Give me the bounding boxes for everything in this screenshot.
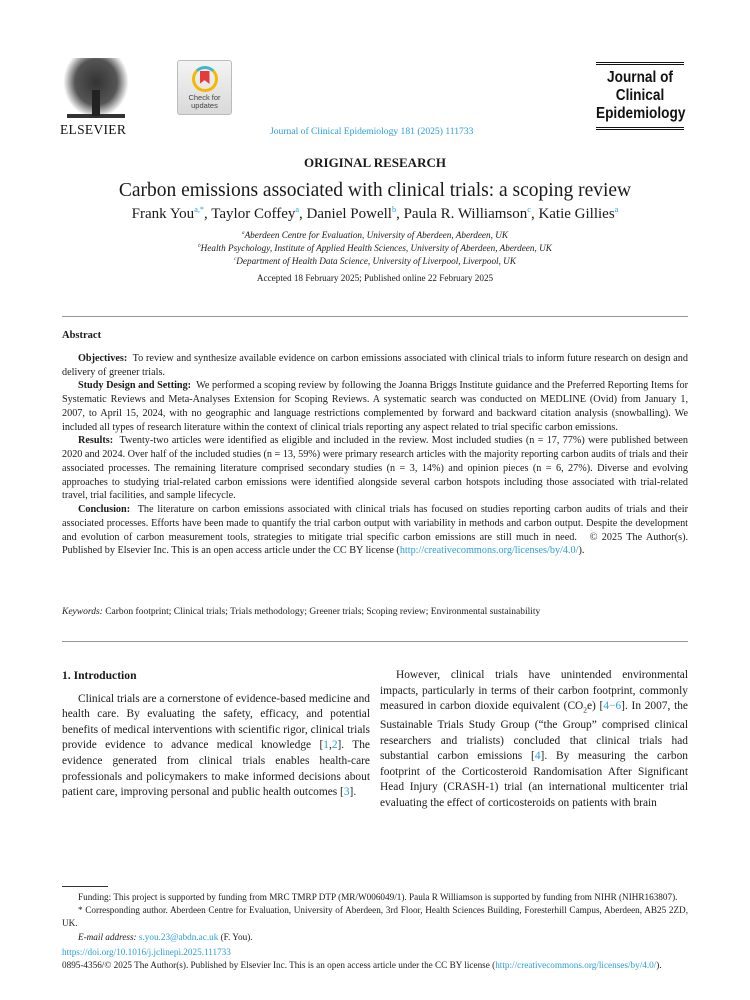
bookmark-icon <box>192 66 218 92</box>
author-affiliation-link[interactable]: a,* <box>194 205 205 214</box>
license-link[interactable]: http://creativecommons.org/licenses/by/4.0/ <box>495 960 657 970</box>
text: We performed a scoping review by following the Joanna Briggs Institute guidance and the Preferred Reporting Items for Systematic Reviews and Meta-Analyses Extension for Scoping Reviews. A systematic search was conducted on MEDLINE (Ovid) from January 1, 2007, to April 15, 2024, with no geographic and language restrictions complemented by forward and backward citation analysis (snowballing). We included all types of research literature within the context of clinical trials reporting any aspect related to trial specific carbon emissions. <box>62 380 688 433</box>
abstract-results <box>62 434 688 503</box>
publication-info <box>62 946 688 972</box>
affiliation-text: Department of Health Data Science, University of Liverpool, Liverpool, UK <box>236 256 516 266</box>
author-affiliation-link[interactable]: a <box>614 205 619 214</box>
reference-link[interactable]: 3 <box>343 786 350 799</box>
check-updates-line2: updates <box>191 101 218 110</box>
author-affiliation-link[interactable]: a <box>295 205 300 214</box>
author-affiliation-link[interactable]: c <box>527 205 531 214</box>
divider <box>62 316 688 317</box>
author-name: Paula R. Williamson <box>403 206 528 222</box>
footnotes <box>62 891 688 944</box>
article-type: ORIGINAL RESEARCH <box>304 155 446 170</box>
text: Twenty-two articles were identified as eligible and included in the review. Most included studies (n = 17, 77%) were published between 2020 and 2024. Over half of the included studies (n = 13, 59%) were primary research articles with the majority reporting carbon audits of trials and their associated processes. The remaining literature comprised secondary studies (n = 3, 14%) and opinion pieces (n = 6, 27%). Diverse and evolving approaches to studying trial-related carbon emissions were identified alongside several carbon hotspots including those associated with trial-related travel, trial facilities, and sample lifecycle. <box>62 435 688 502</box>
affiliation-marker: c <box>234 255 237 262</box>
keywords <box>62 607 540 617</box>
reference-link[interactable]: 4 <box>534 750 541 763</box>
author-name: Taylor Coffey <box>211 206 296 222</box>
text: ]. The evidence generated from clinical trials enables health-care professionals and policymakers to make informed decisions about patient care, improving personal and public health outcomes [ <box>62 739 370 799</box>
check-updates-line1: Check for <box>188 93 221 102</box>
funding-note: Funding: This project is supported by funding from MRC TMRP DTP (MR/W006049/1). Paula R Williamson is supported by funding from NIHR (NIHR163807). <box>78 892 678 902</box>
punct: ). <box>656 960 662 970</box>
reference-link[interactable]: 2 <box>331 739 338 752</box>
license-link[interactable]: http://creativecommons.org/licenses/by/4.0/ <box>399 545 579 557</box>
divider <box>62 641 688 642</box>
abstract <box>62 329 688 558</box>
reference-link[interactable]: 4−6 <box>603 700 622 713</box>
paragraph: Clinical trials are a cornerstone of evidence-based medicine and health care. By evaluating the safety, efficacy, and potential benefits of medical interventions with scientific rigor, clinical trials provide evidence to advance medical knowledge [1,2]. The evidence generated from clinical trials enables health-care professionals and policymakers to make informed decisions about patient care, improving personal and public health outcomes [3]. <box>62 692 370 799</box>
affiliation <box>0 256 750 266</box>
column-right <box>380 668 688 812</box>
text: (F. You). <box>220 931 253 942</box>
elsevier-tree-icon <box>63 58 129 118</box>
doi-link[interactable]: https://doi.org/10.1016/j.jclinepi.2025.111733 <box>62 947 231 957</box>
text: Clinical trials are a cornerstone of evidence-based medicine and health care. By evaluating the safety, efficacy, and potential benefits of medical interventions with scientific rigor, clinical trials provide evidence to advance medical knowledge [ <box>62 692 370 752</box>
affiliation <box>0 230 750 240</box>
text: To review and synthesize available evidence on carbon emissions associated with clinical trials to inform future research on design and delivery of greener trials. <box>62 352 688 378</box>
label: Study Design and Setting: <box>78 380 192 392</box>
publisher-name: ELSEVIER <box>60 122 127 137</box>
column-left <box>62 668 370 801</box>
email-label: E-mail address: <box>78 931 137 942</box>
journal-citation-link[interactable]: Journal of Clinical Epidemiology 181 (2025) 111733 <box>270 126 474 137</box>
author-list: Frank You$^{a,*}$, Taylor Coffey$^a$, Daniel Powell$^b$, Paula R. Williamson$^c$, Katie Gillies$^a$ <box>131 205 619 222</box>
abstract-design <box>62 379 688 434</box>
article-title: Carbon emissions associated with clinical trials: a scoping review <box>118 180 632 201</box>
check-for-updates-button[interactable] <box>177 60 232 115</box>
elsevier-logo <box>60 58 132 138</box>
affiliation-marker: a <box>242 229 245 236</box>
email-link[interactable]: s.you.23@abdn.ac.uk <box>138 931 219 942</box>
affiliation-text: Health Psychology, Institute of Applied Health Sciences, University of Aberdeen, Aberdeen, UK <box>200 243 552 253</box>
footnote-divider <box>62 886 108 887</box>
text: The literature on carbon emissions associated with clinical trials has focused on studies reporting carbon audits of trials and their associated processes. Efforts have been made to quantify the trial carbon output with variability in methods and carbon output. Despite the development and evolution of carbon measurement tools, strategies to mitigate trial specific carbon emissions are still much in need. <box>62 504 688 543</box>
punct: ). <box>578 545 585 557</box>
abstract-conclusion <box>62 503 688 558</box>
text: However, clinical trials have unintended environmental impacts, particularly in terms of their carbon footprint, commonly measured in carbon dioxide equivalent (CO <box>380 669 688 713</box>
author-affiliation-link[interactable]: b <box>391 205 397 214</box>
affiliation-marker: b <box>198 242 201 249</box>
author-name: Katie Gillies <box>538 206 615 222</box>
author-name: Daniel Powell <box>306 206 392 222</box>
text: ]. <box>349 786 357 799</box>
subscript: 2 <box>583 705 587 715</box>
section-heading: 1. Introduction <box>62 669 137 682</box>
label: Objectives: <box>78 352 128 364</box>
abstract-heading: Abstract <box>62 330 102 341</box>
copyright: © 2025 The Author(s). Published by Elsevier Inc. This is an open access article under the CC BY license ( <box>62 531 689 557</box>
email-note <box>62 931 688 944</box>
issn-text: 0895-4356/© 2025 The Author(s). Published by Elsevier Inc. This is an open access article under the CC BY license ( <box>62 960 496 970</box>
reference-link[interactable]: 1 <box>323 739 329 752</box>
corresponding-author-note: * Corresponding author. Aberdeen Centre for Evaluation, University of Aberdeen, 3rd Floor, Health Sciences Building, Foresterhill Campus, Aberdeen, AB25 2ZD, UK. <box>62 905 688 929</box>
text: ]. In 2007, the Sustainable Trials Study Group (“the Group” comprised clinical researchers and trialists) concluded that clinical trials had substantial carbon emissions [ <box>380 700 688 763</box>
text: ]. By measuring the carbon footprint of the Corticosteroid Randomisation After Significant Head Injury (CRASH-1) trial (an international multicenter trial evaluating the effect of corticosteroids on patients with brain <box>380 750 688 810</box>
paragraph <box>380 668 688 812</box>
text: e) [ <box>586 700 604 713</box>
journal-logo-line: Journal of <box>607 69 673 86</box>
label: Conclusion: <box>78 504 131 515</box>
keywords-label: Keywords: <box>62 607 103 617</box>
article-dates: Accepted 18 February 2025; Published online 22 February 2025 <box>256 273 494 283</box>
affiliation-text: Aberdeen Centre for Evaluation, University of Aberdeen, Aberdeen, UK <box>244 230 508 240</box>
journal-logo <box>596 62 684 130</box>
journal-logo-line: Clinical <box>615 87 665 104</box>
abstract-objectives <box>62 352 688 380</box>
keywords-text: Carbon footprint; Clinical trials; Trials methodology; Greener trials; Scoping review; Environmental sustainability <box>105 607 541 617</box>
journal-logo-line: Epidemiology <box>596 105 686 122</box>
label: Results: <box>78 435 114 447</box>
author-name: Frank You <box>131 206 195 222</box>
affiliation <box>0 243 750 253</box>
